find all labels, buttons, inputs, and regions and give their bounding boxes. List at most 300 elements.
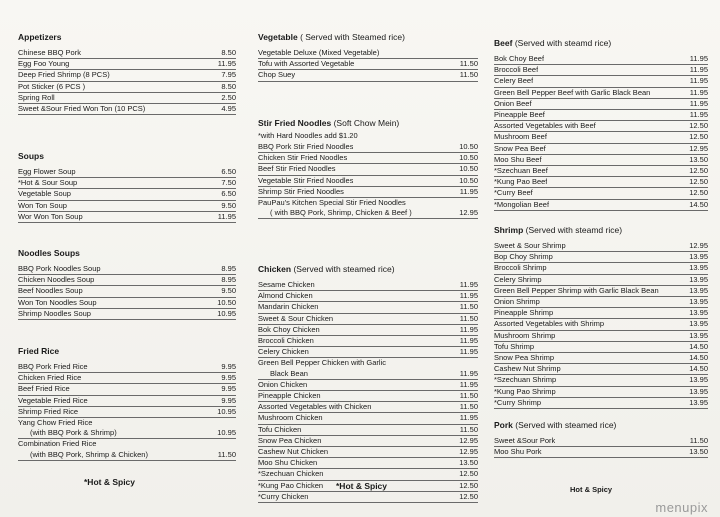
menu-item-name — [494, 155, 542, 165]
menu-item-name — [18, 275, 94, 285]
menu-item-name — [258, 469, 323, 479]
menu-item-price: 10.50 — [459, 164, 478, 174]
menu-item-name-text: Mandarin Chicken — [258, 302, 319, 312]
menu-item-price: 12.95 — [459, 447, 478, 457]
hot-spicy-note: *Hot & Spicy — [84, 477, 136, 487]
menu-item-name — [18, 167, 76, 177]
menu-item-name-text: *Curry Beef — [494, 188, 533, 198]
menu-item — [18, 407, 236, 418]
menu-item — [494, 353, 708, 364]
menu-item — [258, 291, 478, 302]
menu-item — [258, 176, 478, 187]
menu-item-name — [18, 407, 78, 417]
menu-item-name — [18, 418, 117, 438]
menu-item — [18, 104, 236, 115]
menu-item-price: 11.50 — [217, 449, 236, 459]
menu-item-name-text: Mushroom Shrimp — [494, 330, 556, 340]
menu-item-name — [494, 241, 566, 251]
section-title — [258, 264, 478, 274]
menu-item — [258, 436, 478, 447]
menu-item-name-text: Snow Pea Chicken — [258, 435, 322, 445]
menu-item-price: 11.50 — [459, 59, 478, 69]
menu-item-name — [18, 104, 145, 114]
menu-item — [258, 458, 478, 469]
menu-item-name-text: *Kung Pao Beef — [494, 177, 548, 187]
menu-item — [258, 413, 478, 424]
menu-item-price: 8.95 — [221, 264, 236, 273]
menu-item-name-text: *Szechuan Shrimp — [494, 375, 557, 385]
section-note: (Served with steamed rice) — [515, 420, 617, 430]
menu-item — [18, 189, 236, 200]
menu-item-price: 11.95 — [459, 368, 478, 378]
menu-item-price: 9.95 — [221, 395, 236, 405]
section-title: Fried Rice — [18, 346, 60, 356]
menu-item — [258, 302, 478, 313]
menu-item-name-text: Assorted Vegetables with Chicken — [258, 402, 372, 412]
menu-item-price: 12.50 — [689, 177, 708, 187]
menu-item — [494, 76, 708, 87]
menu-item-name — [258, 291, 313, 301]
menu-item-name-text: Chinese BBQ Pork — [18, 48, 81, 57]
menu-item — [258, 391, 478, 402]
menu-item — [258, 198, 478, 219]
menu-item-name-text: Egg Flower Soup — [18, 167, 76, 176]
menu-item-name — [18, 82, 85, 92]
menu-item-name — [258, 436, 321, 446]
menu-item-name — [494, 308, 553, 318]
menu-item-name-text: Won Ton Noodles Soup — [18, 297, 97, 307]
menu-item-name-text: Bok Choy Beef — [494, 54, 545, 63]
menu-item-name-text: Tofu Shrimp — [494, 341, 535, 351]
menu-item — [258, 142, 478, 153]
menu-item-name — [494, 263, 547, 273]
menu-item-name — [258, 70, 295, 80]
menu-item-name — [258, 492, 308, 502]
menu-item-name — [258, 59, 354, 69]
menu-item-name-text: *Hot & Sour Soup — [18, 178, 78, 188]
menu-item-price: 9.95 — [221, 384, 236, 394]
menu-item-price: 12.95 — [459, 208, 478, 218]
menu-item-name — [18, 309, 91, 319]
menu-item-name-text: Shrimp Noodles Soup — [18, 308, 91, 318]
hot-spicy-note: *Hot & Spicy — [336, 481, 388, 491]
menu-item-name-text: BBQ Pork Noodles Soup — [18, 264, 101, 273]
menu-item — [18, 396, 236, 407]
menu-item-name — [258, 380, 307, 390]
menu-item-name-text: Celery Beef — [494, 76, 534, 86]
menu-item-name — [494, 132, 547, 142]
menu-item-name-text: Sweet & Sour Shrimp — [494, 241, 566, 250]
menu-item-name — [18, 48, 81, 58]
menu-item-price: 11.50 — [459, 302, 478, 312]
menu-item-name — [494, 398, 541, 408]
menu-item-price: 11.95 — [689, 110, 708, 120]
section-stir-fried-noodles — [258, 118, 478, 219]
menu-item — [258, 325, 478, 336]
menu-item — [494, 436, 708, 447]
section-title-text: Shrimp — [494, 225, 524, 235]
menu-item-name — [18, 201, 67, 211]
menu-item-name — [258, 176, 353, 186]
section-note: ( Served with Steamed rice) — [300, 32, 405, 42]
menu-item-name-text: Tofu Chicken — [258, 424, 302, 434]
menu-item-name — [258, 425, 301, 435]
menu-item-name-text: BBQ Pork Stir Fried Noodles — [258, 142, 354, 151]
menu-item-price: 11.95 — [459, 280, 478, 289]
menu-item-price: 10.50 — [217, 297, 236, 307]
section-pork — [494, 420, 708, 458]
section-title — [494, 38, 708, 48]
menu-item — [258, 347, 478, 358]
menu-item-name-text: Wor Won Ton Soup — [18, 211, 83, 221]
menu-item — [18, 298, 236, 309]
menu-item-name — [494, 65, 538, 75]
menu-item-name-text: Snow Pea Shrimp — [494, 353, 555, 363]
menu-item-name — [18, 93, 55, 103]
menu-item — [18, 93, 236, 104]
menu-item — [18, 167, 236, 178]
menu-item-subtext: ( with BBQ Pork, Shrimp, Chicken & Beef ) — [270, 208, 412, 218]
menu-item — [494, 121, 708, 132]
menu-item-name-text: Mushroom Beef — [494, 132, 547, 142]
menu-item — [258, 402, 478, 413]
menu-item-price: 9.50 — [221, 200, 236, 210]
menu-item-name-text: *Kung Pao Chicken — [258, 480, 324, 490]
menu-item-name-text: *Szechuan Chicken — [258, 469, 324, 479]
menu-item-price: 13.95 — [689, 386, 708, 396]
menu-item-name-text: *Mongolian Beef — [494, 199, 550, 209]
menu-item-name — [258, 314, 333, 324]
menu-item-price: 11.50 — [459, 313, 478, 323]
menu-item-name — [258, 336, 314, 346]
menu-item — [494, 252, 708, 263]
section-title — [258, 118, 478, 128]
menu-item-price: 9.50 — [221, 286, 236, 296]
menu-item-name-text: Chicken Noodles Soup — [18, 275, 95, 285]
menu-item-name — [258, 402, 371, 412]
menu-item — [18, 82, 236, 93]
menu-item-name-text: Bok Choy Chicken — [258, 324, 320, 334]
menu-item-name — [18, 439, 148, 459]
menu-item — [18, 201, 236, 212]
section-shrimp — [494, 225, 708, 409]
menu-item-name-text: Assorted Vegetables with Beef — [494, 121, 596, 131]
menu-item-name-text: Celery Chicken — [258, 347, 309, 357]
menu-item-price: 11.95 — [689, 98, 708, 108]
menu-item — [494, 166, 708, 177]
menu-item-price: 11.95 — [217, 59, 236, 69]
menu-item — [18, 59, 236, 70]
menu-item-name-text: Shrimp Stir Fried Noodles — [258, 186, 344, 196]
menu-item — [258, 469, 478, 480]
menu-item — [494, 99, 708, 110]
section-appetizers — [18, 32, 236, 115]
menu-item-name-text: Sweet &Sour Fried Won Ton (10 PCS) — [18, 104, 146, 114]
menu-item-name-text: PauPau's Kitchen Special Stir Fried Noodles — [258, 198, 406, 208]
menu-item-name-text: Mushroom Chicken — [258, 413, 323, 423]
menu-item-name-text: Onion Shrimp — [494, 297, 540, 307]
menu-item-name — [258, 447, 328, 457]
menu-item-price: 7.50 — [221, 178, 236, 188]
menu-item-name-text: Pineapple Chicken — [258, 391, 321, 401]
menu-item-name — [494, 188, 533, 198]
item-list — [18, 264, 236, 320]
watermark-logo: menupix — [655, 500, 708, 515]
menu-item-name — [258, 458, 317, 468]
menu-item — [258, 70, 478, 81]
menu-item-name — [258, 481, 323, 491]
section-beef — [494, 38, 708, 211]
menu-item-name — [494, 177, 547, 187]
menu-item-price: 10.50 — [459, 142, 478, 151]
menu-item-price: 10.95 — [217, 308, 236, 318]
menu-item-name — [494, 99, 532, 109]
menu-item-name — [18, 286, 83, 296]
menu-item-price: 11.95 — [459, 324, 478, 334]
menu-item-name-text: Moo Shu Chicken — [258, 458, 318, 468]
menu-item-price: 8.50 — [221, 48, 236, 57]
section-vegetable — [258, 32, 478, 82]
menu-item-name — [258, 358, 386, 378]
item-list — [494, 241, 708, 409]
menu-item-price: 11.95 — [689, 76, 708, 86]
menu-item-name-text: Cashew Nut Shrimp — [494, 364, 561, 374]
menu-item-price: 13.95 — [689, 319, 708, 329]
menu-item-name-text: Moo Shu Beef — [494, 154, 542, 164]
menu-item-name — [258, 187, 344, 197]
menu-item-price: 12.95 — [689, 143, 708, 153]
item-list — [494, 436, 708, 458]
menu-item-name — [258, 413, 323, 423]
menu-item-name — [18, 189, 71, 199]
menu-item-name-text: Broccoli Beef — [494, 65, 539, 75]
menu-item-price: 11.95 — [459, 347, 478, 357]
menu-item-price: 11.95 — [689, 54, 708, 63]
menu-item-name — [18, 396, 88, 406]
menu-item-name — [258, 302, 318, 312]
menu-item — [494, 200, 708, 211]
menu-item-price: 12.50 — [689, 166, 708, 176]
menu-item-name — [18, 373, 81, 383]
menu-item-name — [494, 88, 650, 98]
menu-item-price: 11.95 — [217, 211, 236, 221]
menu-item-price: 11.95 — [459, 379, 478, 389]
menu-item-price: 14.50 — [689, 341, 708, 351]
menu-item-price: 10.95 — [217, 406, 236, 416]
menu-item-name-text: Won Ton Soup — [18, 200, 67, 210]
menu-item — [494, 364, 708, 375]
menu-item-name — [494, 200, 549, 210]
menu-item-name — [258, 164, 336, 174]
menu-item — [258, 358, 478, 379]
menu-item-price: 13.95 — [689, 274, 708, 284]
item-list — [18, 48, 236, 115]
menu-item-price: 10.95 — [217, 428, 236, 438]
menu-item-name — [494, 331, 555, 341]
menu-item-name-text: Cashew Nut Chicken — [258, 447, 329, 457]
menu-item-name-text: Sweet &Sour Pork — [494, 436, 556, 445]
menu-item-price: 13.95 — [689, 375, 708, 385]
menu-item-name-text: *Kung Pao Shrimp — [494, 386, 556, 396]
menu-item-price: 14.50 — [689, 199, 708, 209]
menu-item-name-text: *Curry Chicken — [258, 491, 309, 501]
menu-item-name — [494, 286, 659, 296]
menu-item-subtext: Black Bean — [270, 368, 308, 378]
item-list — [258, 280, 478, 503]
menu-item-name-text: Chicken Fried Rice — [18, 373, 82, 383]
menu-item-name-text: Sweet & Sour Chicken — [258, 313, 334, 323]
menu-item-name — [258, 198, 412, 218]
menu-item-name-text: Vegetable Deluxe (Mixed Vegetable) — [258, 48, 380, 57]
menu-item-price: 12.50 — [689, 188, 708, 198]
menu-item — [494, 375, 708, 386]
menu-item-name-text: Beef Fried Rice — [18, 384, 70, 394]
section-note: (Served with steamed rice) — [293, 264, 395, 274]
menu-item-name-text: Snow Pea Beef — [494, 143, 546, 153]
menu-item-name — [258, 153, 347, 163]
menu-item-name — [494, 297, 540, 307]
menu-item-name-text: Beef Stir Fried Noodles — [258, 164, 336, 174]
menu-item-name — [494, 436, 555, 446]
section-title-text: Stir Fried Noodles — [258, 118, 332, 128]
menu-item — [494, 308, 708, 319]
menu-item — [18, 439, 236, 460]
menu-item-name-text: Almond Chicken — [258, 291, 313, 301]
menu-item-name — [494, 447, 542, 457]
menu-item-price: 11.50 — [459, 402, 478, 412]
menu-item-price: 11.95 — [459, 336, 478, 346]
menu-item-name — [494, 144, 546, 154]
menu-item-name — [494, 375, 556, 385]
menu-item-price: 12.95 — [689, 241, 708, 250]
menu-item-name — [18, 59, 69, 69]
menu-item — [18, 264, 236, 275]
menu-item — [494, 241, 708, 252]
menu-item-name — [494, 342, 534, 352]
menu-item — [258, 380, 478, 391]
menu-item — [494, 387, 708, 398]
menu-item-name — [494, 121, 596, 131]
menu-item-price: 11.50 — [689, 436, 708, 445]
menu-item-name-text: Egg Foo Young — [18, 59, 70, 69]
menu-item-name-text: Pot Sticker (6 PCS ) — [18, 81, 86, 91]
menu-item — [494, 88, 708, 99]
section-note: (Served with steamd rice) — [525, 225, 623, 235]
menu-item-name — [258, 142, 353, 152]
menu-item — [18, 286, 236, 297]
menu-item-name-text: Vegetable Stir Fried Noodles — [258, 175, 354, 185]
menu-item-name — [258, 391, 321, 401]
menu-item-name-text: *Szechuan Beef — [494, 166, 548, 176]
menu-item-price: 14.50 — [689, 364, 708, 374]
menu-item — [494, 263, 708, 274]
item-list — [258, 48, 478, 82]
menu-item-name-text: Broccoli Chicken — [258, 336, 314, 346]
menu-item — [494, 110, 708, 121]
menu-item — [18, 48, 236, 59]
menu-item — [494, 65, 708, 76]
menu-item-price: 12.95 — [459, 435, 478, 445]
menu-item-price: 6.50 — [221, 167, 236, 176]
menu-item-price: 12.50 — [459, 480, 478, 490]
menu-item-name-text: Chicken Stir Fried Noodles — [258, 153, 348, 163]
menu-item — [18, 373, 236, 384]
menu-item-price: 12.50 — [689, 121, 708, 131]
section-title-text: Pork — [494, 420, 513, 430]
menu-item-name — [18, 178, 77, 188]
menu-item-name — [494, 275, 542, 285]
menu-item-name-text: Bop Choy Shrimp — [494, 252, 553, 262]
section-title-text: Chicken — [258, 264, 292, 274]
menu-item — [258, 164, 478, 175]
menu-column-right — [494, 0, 708, 517]
menu-item-name-text: *Curry Shrimp — [494, 397, 542, 407]
menu-item — [258, 425, 478, 436]
menu-item-price: 14.50 — [689, 353, 708, 363]
menu-item — [258, 187, 478, 198]
menu-item-price: 10.50 — [459, 153, 478, 163]
menu-item-name-text: Vegetable Soup — [18, 189, 71, 199]
menu-item — [258, 280, 478, 291]
menu-item-name-text: Green Bell Pepper Chicken with Garlic — [258, 358, 386, 368]
section-title — [258, 32, 478, 42]
section-title: Soups — [18, 151, 44, 161]
menu-item-price: 4.95 — [221, 104, 236, 114]
menu-item-price: 7.95 — [221, 70, 236, 80]
section-soups — [18, 151, 236, 223]
menu-item — [18, 70, 236, 81]
item-list — [18, 167, 236, 223]
section-note: (Served with steamd rice) — [514, 38, 612, 48]
menu-item — [494, 275, 708, 286]
menu-item-name-text: Moo Shu Pork — [494, 447, 542, 457]
section-title — [494, 420, 708, 430]
menu-item-name-text: Pineapple Shrimp — [494, 308, 554, 318]
menu-item-name — [258, 347, 309, 357]
menu-item-price: 13.95 — [689, 308, 708, 318]
menu-item-name-text: Tofu with Assorted Vegetable — [258, 59, 355, 69]
menu-item-name-text: Green Bell Pepper Shrimp with Garlic Black Bean — [494, 285, 659, 295]
menu-item — [494, 342, 708, 353]
menu-item-price: 12.50 — [459, 469, 478, 479]
menu-item-price: 13.95 — [689, 252, 708, 262]
menu-item — [494, 54, 708, 65]
menu-item-subtext: (with BBQ Pork & Shrimp) — [30, 428, 117, 438]
menu-item — [494, 319, 708, 330]
menu-item — [258, 48, 478, 59]
menu-item-price: 13.95 — [689, 397, 708, 407]
menu-item-price: 13.50 — [689, 447, 708, 457]
section-noodles-soups — [18, 248, 236, 320]
menu-item-price: 13.50 — [689, 154, 708, 164]
section-title-text: Beef — [494, 38, 513, 48]
menu-item-price: 11.95 — [459, 186, 478, 196]
menu-item-name-text: Onion Chicken — [258, 379, 308, 389]
menu-item-name — [494, 364, 561, 374]
menu-item-name-text: Broccoli Shrimp — [494, 263, 547, 273]
menu-item-price: 10.50 — [459, 175, 478, 185]
menu-item-name — [258, 280, 315, 290]
menu-item-name-text: Beef Noodles Soup — [18, 286, 83, 296]
menu-item-name-text: Onion Beef — [494, 98, 532, 108]
menu-item — [18, 309, 236, 320]
menu-item-price: 11.95 — [459, 413, 478, 423]
menu-item-price: 11.50 — [459, 70, 478, 80]
menu-item — [494, 132, 708, 143]
section-title: Appetizers — [18, 32, 62, 42]
hard-noodles-note: *with Hard Noodles add $1.20 — [258, 131, 358, 140]
menu-item-price: 13.95 — [689, 285, 708, 295]
